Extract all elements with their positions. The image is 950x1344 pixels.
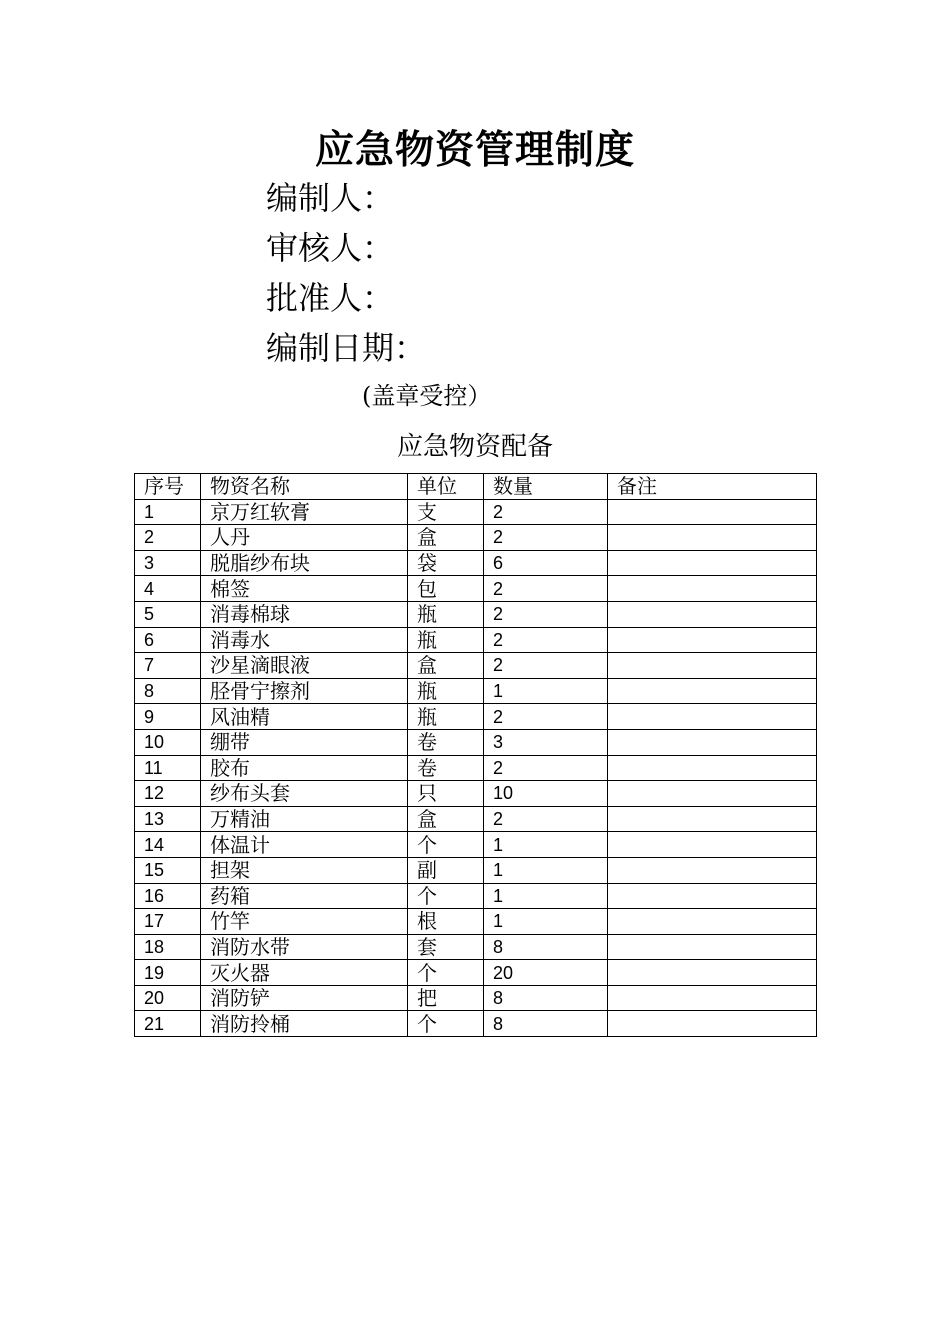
table-row — [135, 729, 817, 755]
cell-index: 9 — [135, 704, 201, 730]
cell-item-name: 脱脂纱布块 — [201, 550, 408, 576]
cell-quantity: 1 — [484, 832, 608, 858]
cell-unit: 套 — [408, 934, 484, 960]
table-row — [135, 934, 817, 960]
cell-quantity: 2 — [484, 499, 608, 525]
cell-remarks — [608, 550, 817, 576]
cell-item-name: 万精油 — [201, 806, 408, 832]
cell-unit: 瓶 — [408, 627, 484, 653]
cell-quantity: 20 — [484, 960, 608, 986]
cell-item-name: 灭火器 — [201, 960, 408, 986]
cell-item-name: 人丹 — [201, 525, 408, 551]
cell-remarks — [608, 704, 817, 730]
cell-quantity: 1 — [484, 678, 608, 704]
cell-item-name: 体温计 — [201, 832, 408, 858]
table-row — [135, 883, 817, 909]
cell-unit: 瓶 — [408, 678, 484, 704]
cell-index: 7 — [135, 653, 201, 679]
cell-quantity: 8 — [484, 1011, 608, 1037]
cell-item-name: 消毒水 — [201, 627, 408, 653]
approver-label: 批准人： — [266, 279, 395, 317]
header-remarks: 备注 — [608, 474, 817, 500]
cell-index: 6 — [135, 627, 201, 653]
cell-index: 21 — [135, 1011, 201, 1037]
table-row — [135, 781, 817, 807]
cell-unit: 个 — [408, 883, 484, 909]
cell-quantity: 1 — [484, 857, 608, 883]
table-title: 应急物资配备 — [396, 432, 553, 462]
cell-remarks — [608, 781, 817, 807]
cell-index: 11 — [135, 755, 201, 781]
cell-item-name: 药箱 — [201, 883, 408, 909]
cell-remarks — [608, 576, 817, 602]
cell-unit: 盒 — [408, 525, 484, 551]
table-row — [135, 806, 817, 832]
cell-item-name: 沙星滴眼液 — [201, 653, 408, 679]
cell-index: 2 — [135, 525, 201, 551]
cell-quantity: 2 — [484, 627, 608, 653]
cell-index: 10 — [135, 729, 201, 755]
cell-unit: 包 — [408, 576, 484, 602]
cell-remarks — [608, 960, 817, 986]
cell-item-name: 消防拎桶 — [201, 1011, 408, 1037]
reviewer-label: 审核人： — [266, 229, 395, 267]
control-note: (盖章受控） — [362, 382, 492, 410]
cell-item-name: 胫骨宁擦剂 — [201, 678, 408, 704]
cell-unit: 副 — [408, 857, 484, 883]
cell-index: 13 — [135, 806, 201, 832]
cell-item-name: 纱布头套 — [201, 781, 408, 807]
cell-remarks — [608, 883, 817, 909]
cell-index: 12 — [135, 781, 201, 807]
compile-date-label: 编制日期： — [266, 329, 427, 367]
table-row — [135, 985, 817, 1011]
cell-quantity: 3 — [484, 729, 608, 755]
cell-unit: 支 — [408, 499, 484, 525]
cell-quantity: 2 — [484, 601, 608, 627]
cell-item-name: 风油精 — [201, 704, 408, 730]
table-row — [135, 550, 817, 576]
cell-remarks — [608, 755, 817, 781]
header-item-name: 物资名称 — [201, 474, 408, 500]
header-quantity: 数量 — [484, 474, 608, 500]
cell-quantity: 8 — [484, 985, 608, 1011]
cell-quantity: 1 — [484, 909, 608, 935]
cell-index: 1 — [135, 499, 201, 525]
cell-remarks — [608, 985, 817, 1011]
cell-item-name: 胶布 — [201, 755, 408, 781]
table-row — [135, 525, 817, 551]
compiler-label: 编制人： — [266, 179, 395, 217]
table-row — [135, 960, 817, 986]
table-row — [135, 755, 817, 781]
cell-remarks — [608, 627, 817, 653]
cell-item-name: 竹竿 — [201, 909, 408, 935]
cell-item-name: 消防铲 — [201, 985, 408, 1011]
header-unit: 单位 — [408, 474, 484, 500]
cell-item-name: 消毒棉球 — [201, 601, 408, 627]
cell-quantity: 2 — [484, 653, 608, 679]
cell-index: 18 — [135, 934, 201, 960]
cell-unit: 袋 — [408, 550, 484, 576]
cell-item-name: 棉签 — [201, 576, 408, 602]
table-row — [135, 704, 817, 730]
cell-remarks — [608, 678, 817, 704]
table-row — [135, 499, 817, 525]
supplies-table — [134, 473, 817, 1037]
cell-unit: 把 — [408, 985, 484, 1011]
table-row — [135, 857, 817, 883]
cell-index: 14 — [135, 832, 201, 858]
table-row — [135, 678, 817, 704]
cell-index: 17 — [135, 909, 201, 935]
document-title: 应急物资管理制度 — [314, 128, 635, 173]
cell-remarks — [608, 499, 817, 525]
cell-remarks — [608, 934, 817, 960]
cell-unit: 瓶 — [408, 601, 484, 627]
cell-item-name: 绷带 — [201, 729, 408, 755]
cell-unit: 卷 — [408, 729, 484, 755]
cell-quantity: 1 — [484, 883, 608, 909]
cell-index: 16 — [135, 883, 201, 909]
cell-unit: 根 — [408, 909, 484, 935]
cell-remarks — [608, 729, 817, 755]
cell-quantity: 2 — [484, 704, 608, 730]
table-row — [135, 832, 817, 858]
cell-index: 3 — [135, 550, 201, 576]
cell-remarks — [608, 525, 817, 551]
table-row — [135, 576, 817, 602]
table-header-row — [135, 474, 817, 500]
cell-remarks — [608, 909, 817, 935]
cell-remarks — [608, 832, 817, 858]
cell-quantity: 2 — [484, 576, 608, 602]
cell-quantity: 2 — [484, 806, 608, 832]
cell-unit: 瓶 — [408, 704, 484, 730]
cell-index: 4 — [135, 576, 201, 602]
cell-quantity: 2 — [484, 525, 608, 551]
cell-quantity: 8 — [484, 934, 608, 960]
table-row — [135, 653, 817, 679]
header-index: 序号 — [135, 474, 201, 500]
table-row — [135, 601, 817, 627]
cell-quantity: 6 — [484, 550, 608, 576]
cell-remarks — [608, 601, 817, 627]
cell-item-name: 担架 — [201, 857, 408, 883]
cell-unit: 只 — [408, 781, 484, 807]
cell-index: 20 — [135, 985, 201, 1011]
cell-remarks — [608, 857, 817, 883]
cell-unit: 个 — [408, 832, 484, 858]
cell-item-name: 消防水带 — [201, 934, 408, 960]
cell-index: 15 — [135, 857, 201, 883]
supplies-table-body — [135, 474, 817, 1037]
table-row — [135, 909, 817, 935]
cell-index: 19 — [135, 960, 201, 986]
cell-unit: 个 — [408, 1011, 484, 1037]
cell-remarks — [608, 806, 817, 832]
cell-unit: 卷 — [408, 755, 484, 781]
cell-remarks — [608, 653, 817, 679]
cell-item-name: 京万红软膏 — [201, 499, 408, 525]
cell-unit: 盒 — [408, 653, 484, 679]
table-row — [135, 627, 817, 653]
cell-unit: 个 — [408, 960, 484, 986]
table-row — [135, 1011, 817, 1037]
cell-unit: 盒 — [408, 806, 484, 832]
cell-index: 5 — [135, 601, 201, 627]
cell-quantity: 10 — [484, 781, 608, 807]
cell-index: 8 — [135, 678, 201, 704]
cell-remarks — [608, 1011, 817, 1037]
cell-quantity: 2 — [484, 755, 608, 781]
